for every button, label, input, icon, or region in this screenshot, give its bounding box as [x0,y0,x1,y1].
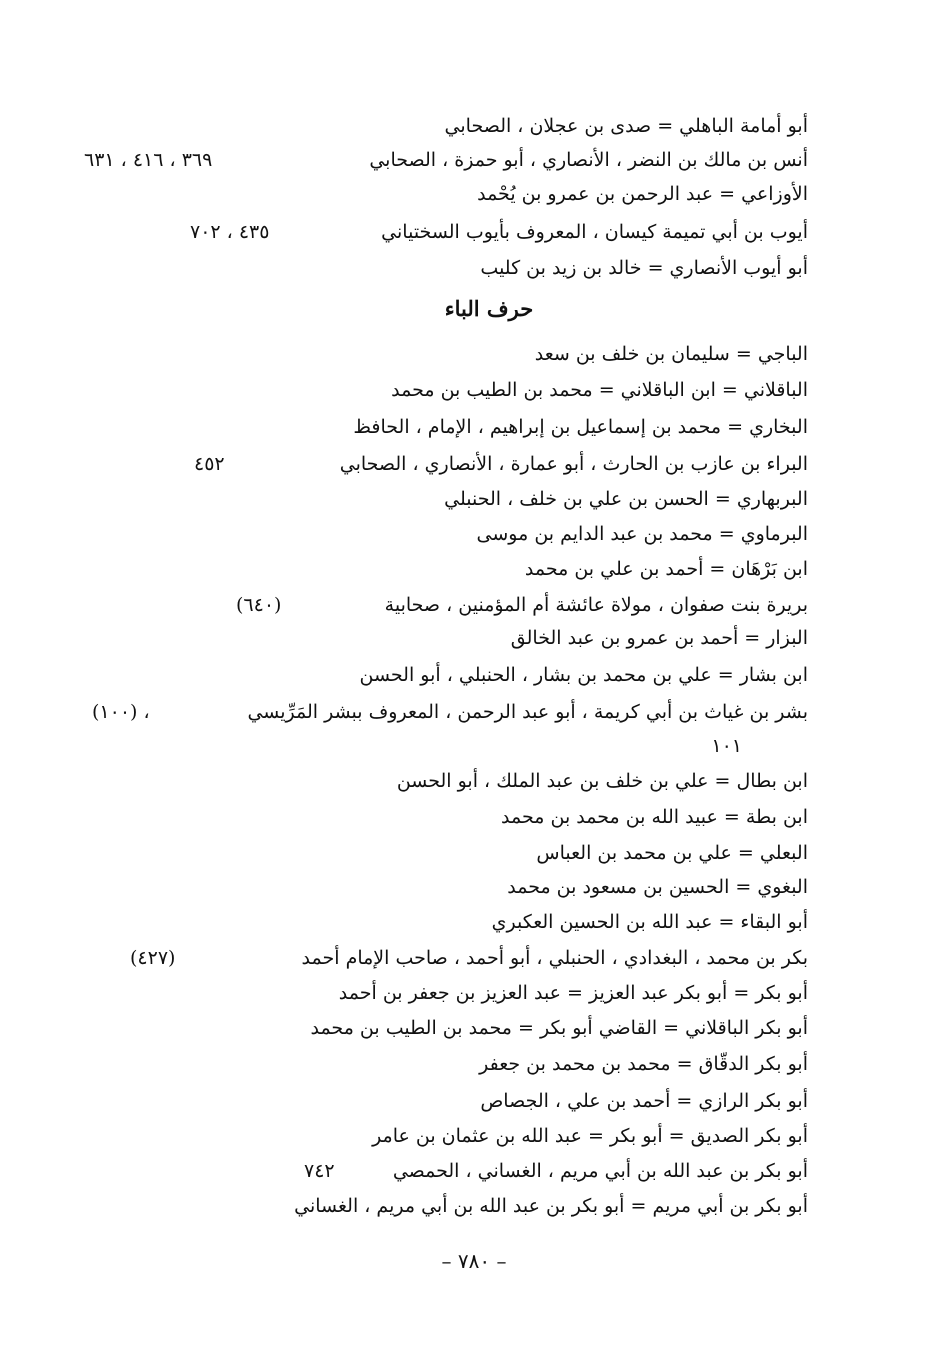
index-entry [108,216,808,249]
index-entry [108,1085,808,1118]
entry-name: البرماوي = محمد بن عبد الدايم بن موسى [476,523,808,545]
entry-continuation: ١٠١ [711,735,742,757]
entry-name: البغوي = الحسين بن مسعود بن محمد [507,876,808,898]
entry-name: أنس بن مالك بن النضر ، الأنصاري ، أبو حمزة ، الصحابي [369,149,808,171]
index-entry [92,696,808,729]
entry-name: أيوب بن أبي تميمة كيسان ، المعروف بأيوب السختياني [381,221,808,243]
entry-name: أبو بكر الدقّاق = محمد بن محمد بن جعفر [479,1053,808,1075]
index-entry [108,1190,808,1223]
index-entry [84,144,808,177]
entry-pages: (٤٢٧) [130,947,176,969]
index-entry [108,374,808,407]
entry-name: أبو بكر الباقلاني = القاضي أبو بكر = محمد بن الطيب بن محمد [310,1017,808,1039]
index-entry [108,1012,808,1045]
entry-name: أبو بكر = أبو بكر عبد العزيز = عبد العزيز بن جعفر بن أحمد [338,982,808,1004]
index-entry [108,483,808,516]
index-entry [108,801,808,834]
entry-name: بكر بن محمد ، البغدادي ، الحنبلي ، أبو أحمد ، صاحب الإمام أحمد [301,947,808,969]
entry-name: أبو بكر الرازي = أحمد بن علي ، الجصاص [480,1090,808,1112]
index-entry [108,178,808,211]
entry-name: أبو بكر بن أبي مريم = أبو بكر بن عبد الله بن أبي مريم ، الغساني [294,1195,808,1217]
entry-name: أبو البقاء = عبد الله بن الحسين العكبري [491,911,808,933]
entry-name: أبو أيوب الأنصاري = خالد بن زيد بن كليب [480,257,808,279]
index-entry [108,553,808,586]
entry-name: أبو بكر بن عبد الله بن أبي مريم ، الغساني ، الحمصي [392,1160,808,1182]
index-entry [108,1120,808,1153]
index-entry [108,977,808,1010]
entry-name: الباجي = سليمان بن خلف بن سعد [534,343,808,365]
index-entry [108,942,808,975]
entry-pages: ٤٥٢ [194,453,225,475]
entry-pages: (٦٤٠) [236,594,282,616]
page-number-text: – ٧٨٠ – [441,1249,507,1273]
entry-pages: ٧٤٢ [304,1160,335,1182]
index-entry [108,518,808,551]
index-entry [108,110,808,143]
entry-name: الأوزاعي = عبد الرحمن بن عمرو بن يُحْمد [477,183,808,205]
index-entry [108,252,808,285]
index-entry [108,411,808,444]
entry-pages: ٣٦٩ ، ٤١٦ ، ٦٣١ [84,149,213,171]
entry-name: ابن بَرْهَان = أحمد بن علي بن محمد [524,558,808,580]
index-entry [108,871,808,904]
index-entry [108,448,808,481]
section-heading-text: حرف الباء [444,296,534,321]
index-entry [108,765,808,798]
index-entry [108,338,808,371]
entry-name: أبو أمامة الباهلي = صدى بن عجلان ، الصحابي [444,115,808,137]
entry-name: البربهاري = الحسن بن علي بن خلف ، الحنبلي [444,488,808,510]
index-entry [108,622,808,655]
entry-name: البعلي = علي بن محمد بن العباس [536,842,808,864]
index-entry [108,589,808,622]
entry-name: ابن بشار = علي بن محمد بن بشار ، الحنبلي ، أبو الحسن [359,664,808,686]
entry-name: البزار = أحمد بن عمرو بن عبد الخالق [510,627,808,649]
index-entry [108,906,808,939]
index-entry [108,1155,808,1188]
page-number [0,1244,938,1278]
entry-name: البخاري = محمد بن إسماعيل بن إبراهيم ، الإمام ، الحافظ [353,416,808,438]
entry-name: البراء بن عازب بن الحارث ، أبو عمارة ، الأنصاري ، الصحابي [339,453,808,475]
entry-pages: ٤٣٥ ، ٧٠٢ [190,221,270,243]
entry-name: بشر بن غياث بن أبي كريمة ، أبو عبد الرحمن ، المعروف ببشر المَرِّيسي [247,701,808,723]
section-heading [0,292,938,326]
entry-name: بريرة بنت صفوان ، مولاة عائشة أم المؤمنين ، صحابية [384,594,808,616]
entry-name: ابن بطة = عبيد الله بن محمد بن محمد [501,806,808,828]
index-entry [108,1048,808,1081]
index-entry [108,837,808,870]
entry-name: أبو بكر الصديق = أبو بكر = عبد الله بن عثمان بن عامر [372,1125,808,1147]
entry-pages: (١٠٠) ، [92,701,150,723]
entry-name: الباقلاني = ابن الباقلاني = محمد بن الطيب بن محمد [391,379,808,401]
entry-name: ابن بطال = علي بن خلف بن عبد الملك ، أبو الحسن [396,770,808,792]
index-entry [108,659,808,692]
